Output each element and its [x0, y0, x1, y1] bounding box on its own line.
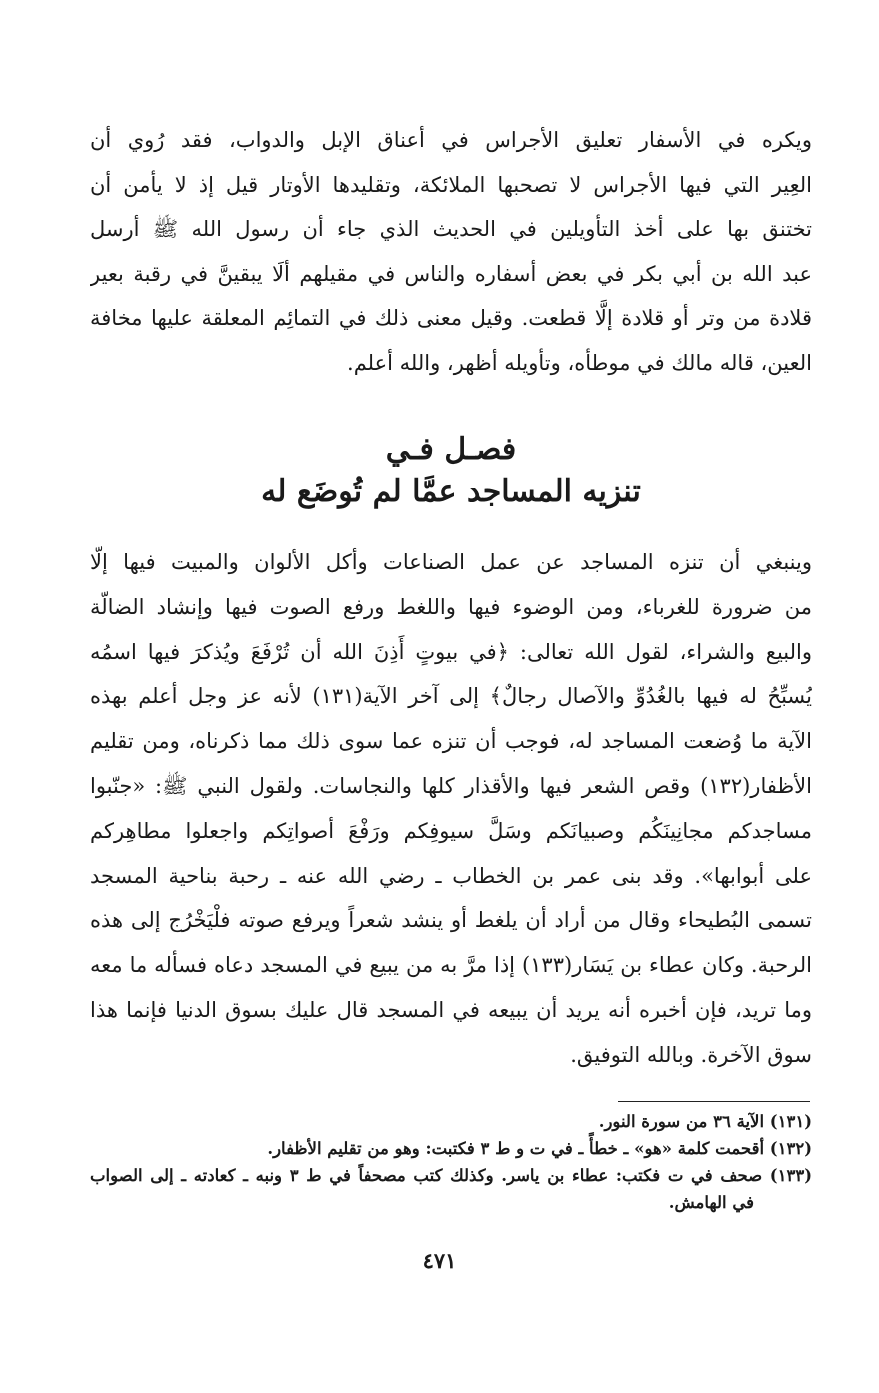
paragraph-line: وينبغي أن تنزه المساجد عن عمل الصناعات وأكل الألوان والمبيت فيها إلّا — [90, 550, 812, 574]
paragraph-line: على أبوابها». وقد بنى عمر بن الخطاب ـ رضي الله عنه ـ رحبة بناحية المسجد — [90, 863, 812, 888]
footnote-132: (١٣٢) أقحمت كلمة «هو» ـ خطأً ـ في ت و ط ٣ فكتبت: وهو من تقليم الأظفار. — [267, 1139, 812, 1158]
paragraph-line: تسمى البُطيحاء وقال من أراد أن يلغط أو ينشد شعراً ويرفع صوته فلْيَخْرُج إلى هذه — [90, 908, 812, 933]
paragraph-line: ويكره في الأسفار تعليق الأجراس في أعناق الإبل والدواب، فقد رُوي أن — [90, 128, 812, 152]
paragraph-line: الرحبة. وكان عطاء بن يَسَار(١٣٣) إذا مرَّ به من يبيع في المسجد دعاه فسأله ما معه — [90, 953, 812, 978]
paragraph-line: الآية ما وُضعت المساجد له، فوجب أن تنزه عما سوى ذلك مما ذكرناه، ومن تقليم — [90, 729, 812, 754]
paragraph-line: والبيع والشراء، لقول الله تعالى: ﴿في بيوتٍ أَذِنَ الله أن تُرْفَعَ ويُذكرَ فيها اسمُه — [90, 639, 812, 664]
paragraph-line: وما تريد، فإن أخبره أنه يريد أن يبيعه في المسجد قال عليك بسوق الدنيا فإنما هذا — [90, 997, 812, 1022]
paragraph-line: مساجدكم مجانِينَكُم وصبيانَكم وسَلَّ سيوفِكم ورَفْعَ أصواتِكم واجعلوا مطاهِركم — [90, 818, 812, 843]
section-heading-title: تنزيه المساجد عمَّا لم تُوضَع له — [261, 474, 641, 509]
footnotes — [90, 1108, 812, 1216]
section-heading-label: فصـل فـي — [385, 432, 517, 467]
paragraph-line: تختنق بها على أخذ التأويلين في الحديث الذي جاء أن رسول الله ﷺ أرسل — [90, 217, 812, 241]
paragraph-line: من ضرورة للغرباء، ومن الوضوء فيها واللغط ورفع الصوت فيها وإنشاد الضالّة — [90, 594, 812, 619]
paragraph-line: يُسبِّحُ له فيها بالغُدُوِّ والآصال رجالٌ﴾ إلى آخر الآية(١٣١) لأنه عز وجل أعلم بهذه — [90, 684, 812, 709]
footnote-131: (١٣١) الآية ٣٦ من سورة النور. — [598, 1112, 812, 1131]
paragraph-mosque-purity — [90, 540, 812, 1078]
paragraph-line: العِير التي فيها الأجراس لا تصحبها الملائكة، وتقليدها الأوتار قيل إذ لا يأمن أن — [90, 172, 812, 197]
page-number: ٤٧١ — [422, 1248, 457, 1273]
footnote-133-continuation: في الهامش. — [668, 1193, 754, 1212]
paragraph-line: عبد الله بن أبي بكر في بعض أسفاره والناس في مقيلهم ألَا يبقينَّ في رقبة بعير — [90, 261, 812, 286]
paragraph-bells-on-travel — [90, 118, 812, 385]
paragraph-line: قلادة من وتر أو قلادة إلَّا قطعت. وقيل معنى ذلك في التمائِم المعلقة عليها مخافة — [90, 306, 812, 330]
footnote-133: (١٣٣) صحف في ت فكتب: عطاء بن ياسر. وكذلك كتب مصحفاً في ط ٣ ونبه ـ كعادته ـ إلى الصواب — [90, 1166, 813, 1185]
paragraph-line: العين، قاله مالك في موطأه، وتأويله أظهر، والله أعلم. — [347, 350, 812, 375]
paragraph-line: سوق الآخرة. وبالله التوفيق. — [570, 1042, 812, 1067]
paragraph-line: الأظفار(١٣٢) وقص الشعر فيها والأقذار كلها والنجاسات. ولقول النبي ﷺ: «جنّبوا — [90, 773, 812, 798]
footnote-divider — [618, 1101, 810, 1102]
